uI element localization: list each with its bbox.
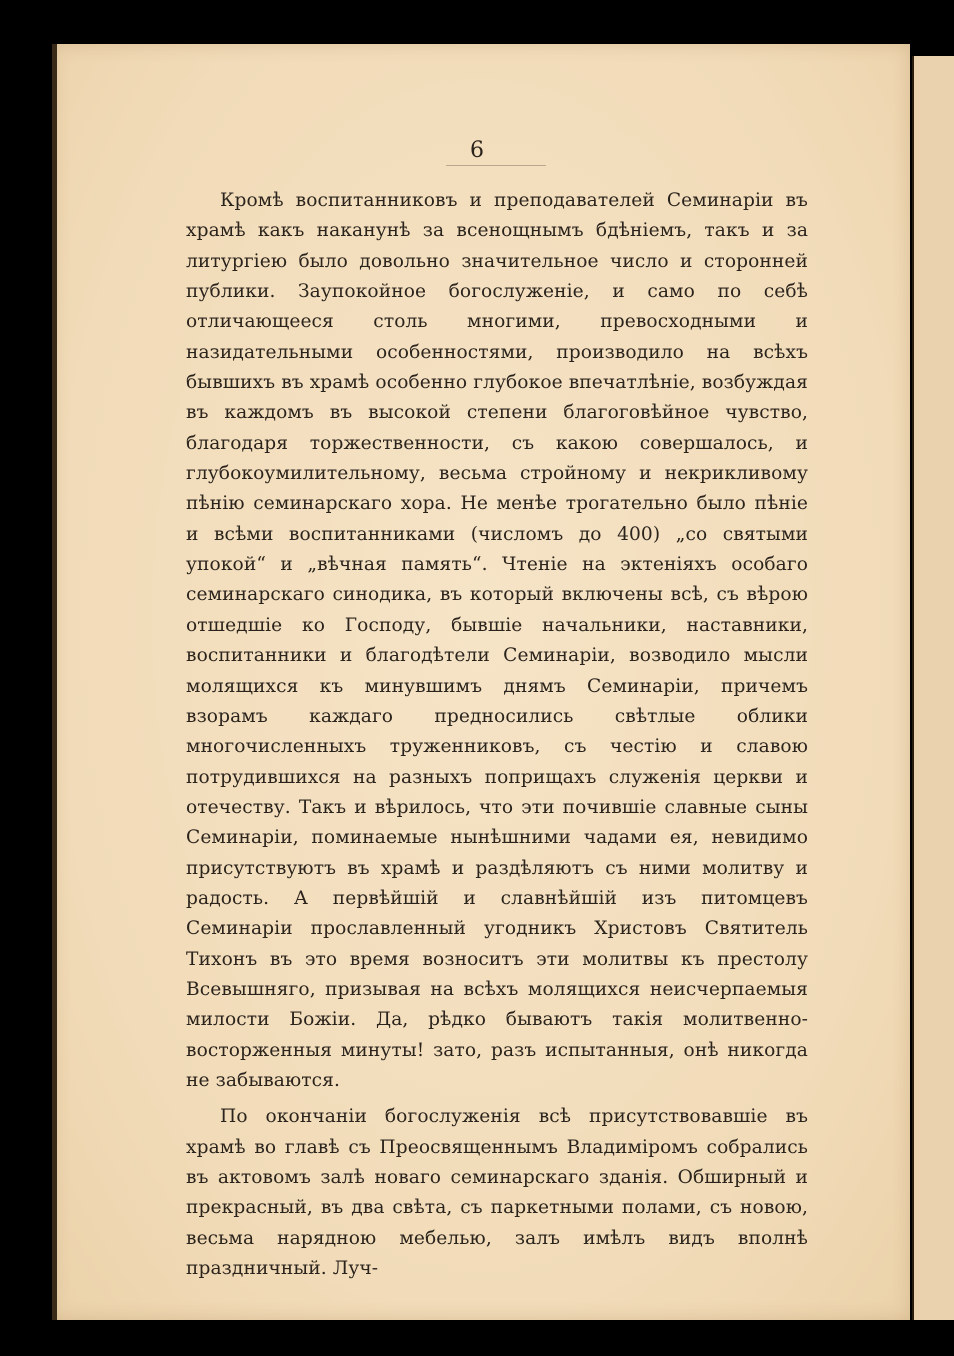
paragraph: По окончаніи богослуженія всѣ присутствовавшіе въ храмѣ во главѣ съ Преосвященнымъ Владиміромъ собрались въ актовомъ залѣ новаго семинарскаго зданія. Обширный и прекрасный, въ два свѣта, съ паркетными полами, съ новою, весьма нарядною мебелью, залъ имѣлъ видъ вполнѣ праздничный. Луч-: [186, 1106, 808, 1280]
header-rule: [446, 165, 546, 166]
page-binding-edge: [52, 44, 57, 1320]
page-body: [186, 186, 808, 1284]
adjacent-page-edge: [912, 56, 954, 1320]
page-number: 6: [470, 138, 484, 163]
paragraph: Кромѣ воспитанниковъ и преподавателей Семинаріи въ храмѣ какъ наканунѣ за всенощнымъ бдѣніемъ, такъ и за литургіею было довольно значительное число и сторонней публики. Заупокойное богослуженіе, и само по себѣ отличающееся столь многими, превосходными и назидательными особенностями, производило на всѣхъ бывшихъ въ храмѣ особенно глубокое впечатлѣніе, возбуждая въ каждомъ въ высокой степени благоговѣйное чувство, благодаря торжественности, съ какою совершалось, и глубокоумилительному, весьма стройному и некрикливому пѣнію семинарскаго хора. Не менѣе трогательно было пѣніе и всѣми воспитанниками (числомъ до 400) „со святыми упокой“ и „вѣчная память“. Чтеніе на эктеніяхъ особаго семинарскаго синодика, въ который включены всѣ, съ вѣрою отшедшіе ко Господу, бывшіе начальники, наставники, воспитанники и благодѣтели Семинаріи, возводило мысли молящихся къ минувшимъ днямъ Семинаріи, причемъ взорамъ каждаго предносились свѣтлые облики многочисленныхъ труженниковъ, съ честію и славою потрудившихся на разныхъ поприщахъ служенія церкви и отечеству. Такъ и вѣрилось, что эти почившіе славные сыны Семинаріи, поминаемые нынѣшними чадами ея, невидимо присутствуютъ въ храмѣ и раздѣляютъ съ ними молитву и радость. А первѣйшій и славнѣйшій изъ питомцевъ Семинаріи прославленный угодникъ Христовъ Святитель Тихонъ въ это время возноситъ эти молитвы къ престолу Всевышняго, призывая на всѣхъ молящихся неисчерпаемыя милости Божіи. Да, рѣдко бываютъ такія молитвенно-восторженныя минуты! зато, разъ испытанныя, онѣ никогда не забываются.: [186, 190, 808, 1091]
